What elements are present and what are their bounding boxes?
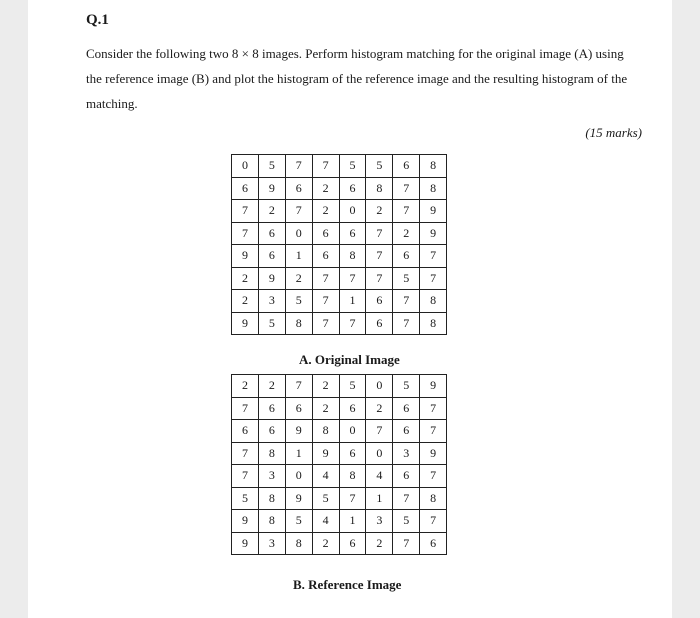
grid-row [232, 442, 447, 465]
pixel-cell: 9 [258, 177, 285, 200]
reference-image-grid [231, 374, 447, 555]
pixel-cell: 0 [285, 222, 312, 245]
pixel-cell: 8 [258, 487, 285, 510]
pixel-cell: 9 [312, 442, 339, 465]
pixel-cell: 5 [393, 375, 420, 398]
pixel-cell: 6 [339, 397, 366, 420]
pixel-cell: 8 [339, 465, 366, 488]
pixel-cell: 7 [232, 222, 259, 245]
pixel-cell: 5 [258, 155, 285, 178]
pixel-cell: 6 [232, 177, 259, 200]
pixel-cell: 0 [232, 155, 259, 178]
marks-label: (15 marks) [585, 125, 642, 140]
pixel-cell: 0 [366, 442, 393, 465]
pixel-cell: 8 [312, 420, 339, 443]
pixel-cell: 7 [285, 155, 312, 178]
pixel-cell: 9 [420, 375, 447, 398]
pixel-cell: 4 [366, 465, 393, 488]
pixel-cell: 5 [232, 487, 259, 510]
pixel-cell: 0 [366, 375, 393, 398]
pixel-cell: 7 [420, 245, 447, 268]
pixel-cell: 7 [232, 465, 259, 488]
pixel-cell: 7 [420, 510, 447, 533]
pixel-cell: 2 [366, 397, 393, 420]
pixel-cell: 0 [339, 200, 366, 223]
pixel-cell: 9 [285, 487, 312, 510]
pixel-cell: 7 [420, 420, 447, 443]
pixel-cell: 0 [339, 420, 366, 443]
pixel-cell: 9 [420, 200, 447, 223]
pixel-cell: 6 [232, 420, 259, 443]
pixel-cell: 6 [339, 177, 366, 200]
grid-row [232, 177, 447, 200]
pixel-cell: 7 [232, 397, 259, 420]
pixel-cell: 6 [393, 397, 420, 420]
pixel-cell: 5 [258, 312, 285, 335]
pixel-cell: 5 [339, 375, 366, 398]
grid-row [232, 532, 447, 555]
pixel-cell: 8 [420, 155, 447, 178]
question-number: Q.1 [86, 12, 109, 28]
pixel-cell: 7 [339, 267, 366, 290]
grid-row [232, 420, 447, 443]
pixel-cell: 7 [420, 397, 447, 420]
pixel-cell: 8 [420, 487, 447, 510]
pixel-cell: 5 [393, 267, 420, 290]
pixel-cell: 7 [393, 177, 420, 200]
pixel-cell: 7 [420, 267, 447, 290]
pixel-cell: 7 [393, 290, 420, 313]
pixel-cell: 8 [285, 312, 312, 335]
pixel-cell: 3 [258, 290, 285, 313]
pixel-cell: 6 [339, 442, 366, 465]
pixel-cell: 7 [366, 245, 393, 268]
pixel-cell: 3 [258, 465, 285, 488]
pixel-cell: 6 [285, 177, 312, 200]
grid-row [232, 375, 447, 398]
pixel-cell: 7 [285, 200, 312, 223]
pixel-cell: 9 [232, 532, 259, 555]
pixel-cell: 6 [258, 420, 285, 443]
pixel-cell: 9 [420, 222, 447, 245]
grid-row [232, 510, 447, 533]
pixel-cell: 7 [232, 442, 259, 465]
pixel-cell: 6 [339, 222, 366, 245]
pixel-cell: 2 [285, 267, 312, 290]
pixel-cell: 2 [232, 267, 259, 290]
pixel-cell: 8 [420, 177, 447, 200]
pixel-cell: 1 [285, 245, 312, 268]
pixel-cell: 5 [312, 487, 339, 510]
pixel-cell: 7 [366, 267, 393, 290]
pixel-cell: 6 [312, 222, 339, 245]
pixel-cell: 5 [393, 510, 420, 533]
pixel-cell: 4 [312, 510, 339, 533]
pixel-cell: 1 [339, 510, 366, 533]
pixel-cell: 2 [258, 200, 285, 223]
pixel-cell: 8 [285, 532, 312, 555]
pixel-cell: 7 [393, 312, 420, 335]
pixel-cell: 2 [258, 375, 285, 398]
pixel-cell: 2 [312, 177, 339, 200]
original-image-grid [231, 154, 447, 335]
pixel-cell: 6 [393, 245, 420, 268]
pixel-cell: 8 [258, 510, 285, 533]
pixel-cell: 6 [285, 397, 312, 420]
pixel-cell: 7 [339, 487, 366, 510]
pixel-cell: 7 [312, 290, 339, 313]
pixel-cell: 2 [393, 222, 420, 245]
pixel-cell: 6 [366, 290, 393, 313]
grid-row [232, 465, 447, 488]
grid-row [232, 200, 447, 223]
pixel-cell: 9 [420, 442, 447, 465]
pixel-cell: 7 [420, 465, 447, 488]
pixel-cell: 0 [285, 465, 312, 488]
pixel-cell: 6 [312, 245, 339, 268]
pixel-cell: 2 [366, 200, 393, 223]
pixel-cell: 7 [312, 155, 339, 178]
pixel-cell: 6 [258, 397, 285, 420]
pixel-cell: 5 [285, 510, 312, 533]
pixel-cell: 9 [258, 267, 285, 290]
pixel-cell: 7 [366, 420, 393, 443]
pixel-cell: 7 [285, 375, 312, 398]
pixel-cell: 8 [258, 442, 285, 465]
pixel-cell: 6 [393, 420, 420, 443]
pixel-cell: 2 [232, 290, 259, 313]
grid-row [232, 312, 447, 335]
pixel-cell: 7 [393, 532, 420, 555]
grid-row [232, 155, 447, 178]
pixel-cell: 6 [393, 465, 420, 488]
pixel-cell: 5 [285, 290, 312, 313]
grid-row [232, 397, 447, 420]
original-image-caption: A. Original Image [299, 352, 400, 367]
pixel-cell: 6 [420, 532, 447, 555]
pixel-cell: 7 [393, 200, 420, 223]
pixel-cell: 6 [339, 532, 366, 555]
question-prompt: Consider the following two 8 × 8 images. Perform histogram matching for the original image (A) using the reference image (B) and plot the histogram of the reference image and the resulting histogram of the matching. [86, 46, 628, 111]
pixel-cell: 8 [366, 177, 393, 200]
pixel-cell: 3 [393, 442, 420, 465]
grid-row [232, 267, 447, 290]
pixel-cell: 9 [232, 312, 259, 335]
document-page [28, 0, 672, 618]
pixel-cell: 2 [312, 532, 339, 555]
grid-row [232, 290, 447, 313]
pixel-cell: 2 [232, 375, 259, 398]
pixel-cell: 7 [312, 312, 339, 335]
pixel-cell: 8 [420, 290, 447, 313]
pixel-cell: 9 [232, 510, 259, 533]
pixel-cell: 1 [339, 290, 366, 313]
grid-row [232, 245, 447, 268]
pixel-cell: 3 [366, 510, 393, 533]
grid-row [232, 222, 447, 245]
pixel-cell: 2 [312, 200, 339, 223]
pixel-cell: 1 [285, 442, 312, 465]
pixel-cell: 9 [232, 245, 259, 268]
pixel-cell: 7 [312, 267, 339, 290]
reference-image-caption: B. Reference Image [293, 577, 402, 592]
pixel-cell: 2 [312, 375, 339, 398]
pixel-cell: 5 [366, 155, 393, 178]
pixel-cell: 2 [312, 397, 339, 420]
pixel-cell: 8 [339, 245, 366, 268]
pixel-cell: 5 [339, 155, 366, 178]
pixel-cell: 4 [312, 465, 339, 488]
pixel-cell: 6 [366, 312, 393, 335]
pixel-cell: 6 [258, 222, 285, 245]
pixel-cell: 6 [258, 245, 285, 268]
pixel-cell: 2 [366, 532, 393, 555]
pixel-cell: 7 [232, 200, 259, 223]
pixel-cell: 7 [339, 312, 366, 335]
pixel-cell: 6 [393, 155, 420, 178]
pixel-cell: 9 [285, 420, 312, 443]
pixel-cell: 8 [420, 312, 447, 335]
pixel-cell: 7 [366, 222, 393, 245]
pixel-cell: 3 [258, 532, 285, 555]
grid-row [232, 487, 447, 510]
pixel-cell: 7 [393, 487, 420, 510]
pixel-cell: 1 [366, 487, 393, 510]
